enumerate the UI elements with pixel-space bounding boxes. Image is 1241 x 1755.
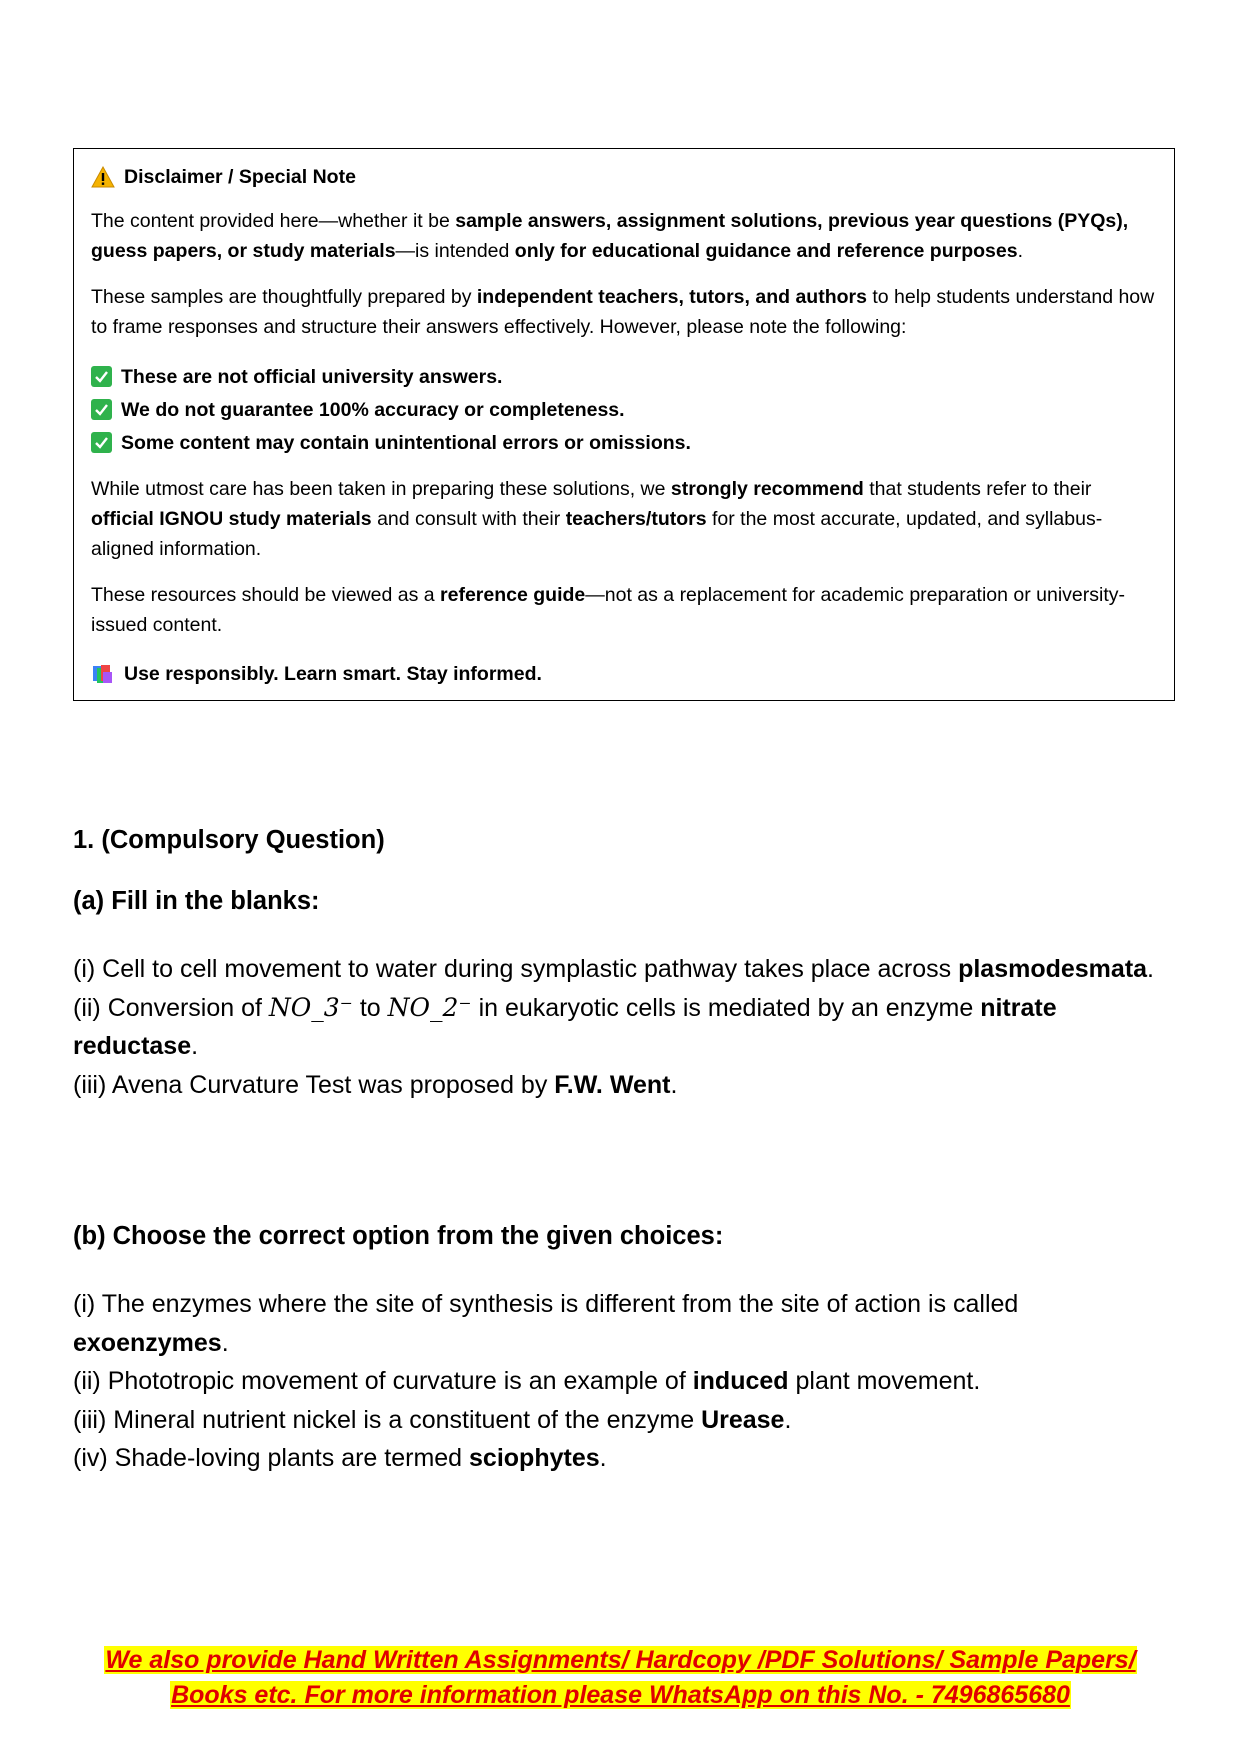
text: in eukaryotic cells is mediated by an enzyme bbox=[471, 993, 981, 1022]
text: (ii) Phototropic movement of curvature is an example of bbox=[73, 1367, 693, 1395]
text: (ii) Conversion of bbox=[73, 993, 269, 1022]
answer-text: sciophytes bbox=[469, 1444, 600, 1472]
text: —is intended bbox=[395, 240, 515, 262]
warning-icon bbox=[91, 166, 115, 188]
text: . bbox=[221, 1328, 229, 1357]
text: to help students understand how to frame responses and structure their answers effectively. However, please note the following: bbox=[91, 286, 1155, 338]
text: for the most accurate, updated, and syllabus-aligned information. bbox=[91, 508, 1103, 560]
checkmark-icon bbox=[91, 366, 112, 387]
promo-line-2: Books etc. For more information please WhatsApp on this No. - 7496865680 bbox=[171, 1681, 1070, 1709]
promo-footer bbox=[0, 1643, 1241, 1713]
text: plant movement. bbox=[788, 1367, 981, 1395]
answer-text: exoenzymes bbox=[73, 1328, 222, 1357]
checklist-item-label: Some content may contain unintentional errors or omissions. bbox=[121, 431, 691, 454]
answer-item bbox=[73, 1439, 1173, 1478]
text: . bbox=[191, 1032, 199, 1060]
checklist-item bbox=[91, 426, 1156, 459]
disclaimer-paragraph-4 bbox=[91, 580, 1156, 640]
text: (i) The enzymes where the site of synthesis is different from the site of action is called bbox=[73, 1290, 1019, 1318]
answer-item bbox=[73, 1401, 1173, 1440]
text: While utmost care has been taken in preparing these solutions, we bbox=[91, 478, 671, 500]
answer-text: Urease bbox=[701, 1405, 785, 1434]
answer-text: nitrate reductase bbox=[73, 993, 1057, 1060]
disclaimer-title: Disclaimer / Special Note bbox=[124, 166, 356, 188]
disclaimer-footer-text: Use responsibly. Learn smart. Stay informed. bbox=[124, 663, 542, 685]
math-formula: NO_3⁻ bbox=[268, 992, 353, 1022]
answer-item bbox=[73, 950, 1173, 989]
answer-text: plasmodesmata bbox=[958, 955, 1148, 983]
text: to bbox=[352, 993, 388, 1022]
text: The content provided here—whether it be bbox=[91, 210, 456, 232]
checkmark-icon bbox=[91, 399, 112, 420]
part-a-answers bbox=[73, 950, 1173, 1104]
checklist-item-label: We do not guarantee 100% accuracy or completeness. bbox=[121, 398, 625, 421]
answer-text: F.W. Went bbox=[554, 1070, 671, 1099]
text: . bbox=[1147, 955, 1154, 983]
text: These resources should be viewed as a bbox=[91, 584, 441, 606]
checklist bbox=[91, 360, 1156, 459]
checklist-item bbox=[91, 393, 1156, 426]
text: and consult with their bbox=[371, 508, 566, 530]
answer-item bbox=[73, 989, 1173, 1066]
text: . bbox=[670, 1070, 678, 1099]
text: . bbox=[599, 1444, 607, 1472]
disclaimer-footer bbox=[91, 659, 1156, 689]
text: that students refer to their bbox=[863, 478, 1092, 500]
disclaimer-heading bbox=[91, 162, 1156, 192]
checklist-item bbox=[91, 360, 1156, 393]
checklist-item-label: These are not official university answers. bbox=[121, 365, 503, 388]
bold-text: strongly recommend bbox=[670, 478, 864, 500]
text: (i) Cell to cell movement to water during symplastic pathway takes place across bbox=[73, 955, 959, 983]
part-b-heading: (b) Choose the correct option from the given choices: bbox=[73, 1222, 724, 1250]
text: (iv) Shade-loving plants are termed bbox=[73, 1444, 470, 1472]
part-a-heading: (a) Fill in the blanks: bbox=[73, 887, 320, 915]
text: . bbox=[1017, 240, 1024, 262]
bold-text: sample answers, assignment solutions, previous year questions (PYQs), guess papers, or study materials bbox=[91, 210, 1129, 262]
part-b-answers bbox=[73, 1285, 1173, 1478]
bold-text: reference guide bbox=[440, 584, 586, 606]
disclaimer-box bbox=[73, 148, 1175, 701]
question-title: 1. (Compulsory Question) bbox=[73, 826, 385, 854]
bold-text: independent teachers, tutors, and authors bbox=[476, 286, 867, 308]
bold-text: only for educational guidance and reference purposes bbox=[514, 240, 1018, 262]
math-formula: NO_2⁻ bbox=[387, 992, 472, 1022]
checkmark-icon bbox=[91, 432, 112, 453]
text: —not as a replacement for academic preparation or university-issued content. bbox=[91, 584, 1126, 636]
text: (iii) Mineral nutrient nickel is a constituent of the enzyme bbox=[73, 1405, 702, 1434]
disclaimer-paragraph-2 bbox=[91, 282, 1156, 342]
disclaimer-paragraph-1 bbox=[91, 206, 1156, 266]
answer-text: induced bbox=[692, 1367, 789, 1395]
books-icon bbox=[91, 663, 115, 685]
text: These samples are thoughtfully prepared by bbox=[91, 286, 477, 308]
disclaimer-paragraph-3 bbox=[91, 474, 1156, 564]
answer-item bbox=[73, 1362, 1173, 1401]
answer-item bbox=[73, 1066, 1173, 1105]
bold-text: official IGNOU study materials bbox=[91, 508, 372, 530]
text: . bbox=[784, 1405, 792, 1434]
answer-item bbox=[73, 1285, 1173, 1362]
promo-line-1: We also provide Hand Written Assignments/ Hardcopy /PDF Solutions/ Sample Papers/ bbox=[105, 1646, 1136, 1674]
text: (iii) Avena Curvature Test was proposed by bbox=[73, 1070, 555, 1099]
bold-text: teachers/tutors bbox=[565, 508, 707, 530]
